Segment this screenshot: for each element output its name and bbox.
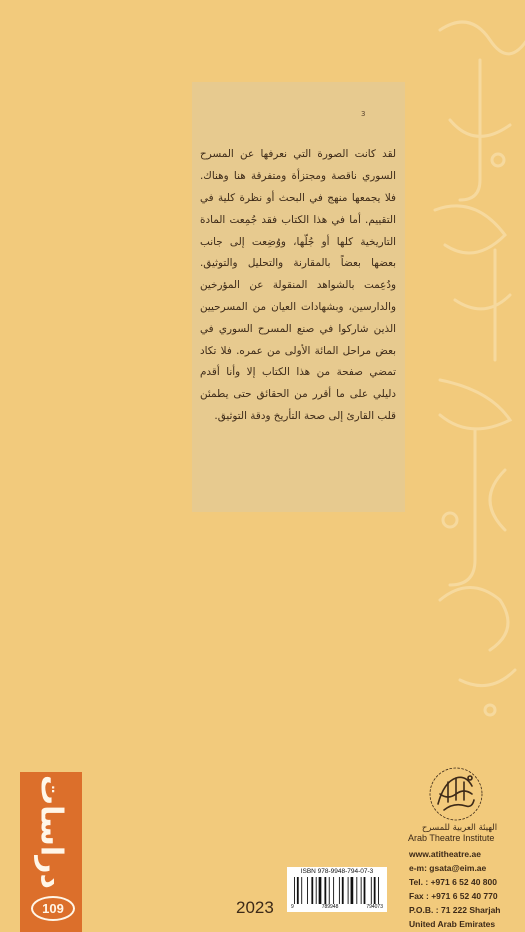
back-cover-text-panel	[192, 82, 405, 512]
isbn-barcode	[287, 867, 387, 912]
publisher-fax: Fax : +971 6 52 40 770	[409, 891, 498, 901]
barcode-digits-mid: 789948	[321, 904, 339, 910]
page-mark: 3	[361, 110, 366, 118]
publisher-pob: P.O.B. : 71 222 Sharjah	[409, 905, 501, 915]
barcode-digits-left: 9	[291, 904, 294, 910]
barcode-bars	[293, 877, 381, 904]
publication-year: 2023	[236, 898, 274, 917]
isbn-number: ISBN 978-9948-794-07-3	[300, 868, 374, 875]
decorative-calligraphy	[420, 0, 525, 760]
publisher-country: United Arab Emirates	[409, 919, 496, 929]
series-spine-label	[20, 772, 82, 932]
barcode-digits-right: 794073	[366, 904, 383, 910]
issue-number-badge: 109	[31, 896, 75, 921]
synopsis-paragraph: لقد كانت الصورة التي نعرفها عن المسرح السوري ناقصة ومجتزأة ومتفرقة هنا وهناك. فلا يجمعها منهج في البحث أو نظرة كلية في التقييم. أما في هذا الكتاب فقد جُمِعت المادة التاريخية كلها أو جُلّها، ووُضِعت إلى جانب بعضها بعضاً بالمقارنة والتحليل والتوثيق. ودُعِمت بالشواهد المنقولة عن المؤرخين والدارسين، وبشهادات العيان من المسرحيين الذين شاركوا في صنع المسرح السوري في بعض مراحل المائة الأولى من عمره. فلا تكاد تمضي صفحة من هذا الكتاب إلا وأنا أقدم دليلي على ما أقرر من الحقائق حتى يطمئن قلب القارئ إلى صحة التأريخ ودقة التوثيق.	[200, 148, 396, 422]
publisher-tel: Tel. : +971 6 52 40 800	[409, 877, 497, 887]
publisher-website: www.atitheatre.ae	[409, 849, 481, 859]
publisher-logo-icon	[426, 764, 486, 824]
publisher-name-english: Arab Theatre Institute	[408, 833, 495, 843]
publisher-email: e-m: gsata@eim.ae	[409, 863, 487, 873]
series-title: دراسات	[33, 775, 69, 889]
publisher-name-arabic: الهيئة العربية للمسرح	[421, 823, 498, 833]
